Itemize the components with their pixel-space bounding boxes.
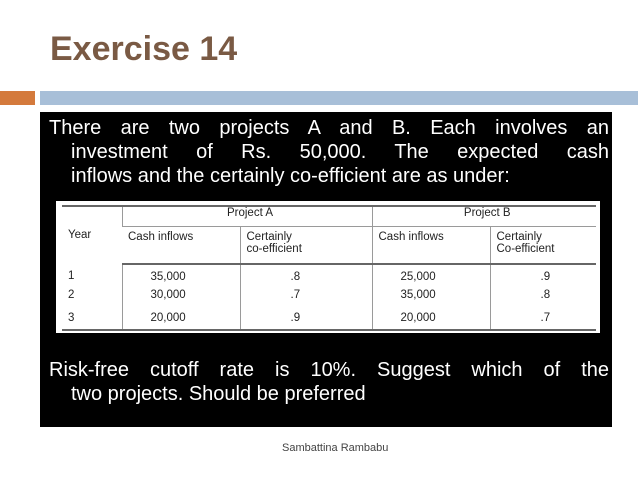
cell-year: 2 — [68, 289, 75, 301]
intro-line-1: There are two projects A and B. Each involves an — [49, 117, 609, 139]
cash-inflows-a-header: Cash inflows — [122, 227, 240, 265]
cell-b-cash: 25,000 — [372, 264, 490, 286]
cell-a-coef: .7 — [240, 286, 372, 304]
closing-paragraph — [49, 358, 609, 406]
cell-year: 3 — [62, 304, 122, 330]
cell-a-coef: .8 — [240, 264, 372, 286]
accent-bar-orange — [0, 91, 35, 105]
cell-b-coef: .8 — [490, 286, 596, 304]
closing-line-2: two projects. Should be preferred — [71, 383, 366, 405]
footer-author: Sambattina Rambabu — [282, 442, 389, 454]
cell-b-coef: .9 — [490, 264, 596, 286]
project-b-header: Project B — [372, 206, 596, 227]
cell-a-cash: 30,000 — [122, 286, 240, 304]
intro-line-2: investment of Rs. 50,000. The expected cash — [71, 141, 609, 163]
project-a-header: Project A — [122, 206, 372, 227]
table-row — [62, 286, 596, 304]
slide-title: Exercise 14 — [50, 30, 238, 68]
table-row — [62, 264, 596, 286]
cashflow-table-image — [56, 201, 600, 333]
closing-line-1: Risk-free cutoff rate is 10%. Suggest which of the — [49, 359, 609, 381]
accent-bar-blue — [40, 91, 638, 105]
intro-paragraph — [49, 116, 609, 188]
cell-a-coef: .9 — [240, 304, 372, 330]
cash-inflows-b-header: Cash inflows — [372, 227, 490, 265]
cell-b-cash: 35,000 — [372, 286, 490, 304]
cell-b-coef: .7 — [490, 304, 596, 330]
table-row — [62, 304, 596, 330]
cell-a-cash: 35,000 — [122, 264, 240, 286]
year-header: Year — [62, 206, 122, 264]
certainty-a-header: Certainly co-efficient — [240, 227, 372, 265]
cashflow-table — [62, 205, 596, 331]
cell-year: 1 — [68, 270, 75, 282]
cell-a-cash: 20,000 — [122, 304, 240, 330]
cell-b-cash: 20,000 — [372, 304, 490, 330]
intro-line-3: inflows and the certainly co-efficient are as under: — [71, 165, 510, 187]
certainty-b-header: Certainly Co-efficient — [490, 227, 596, 265]
